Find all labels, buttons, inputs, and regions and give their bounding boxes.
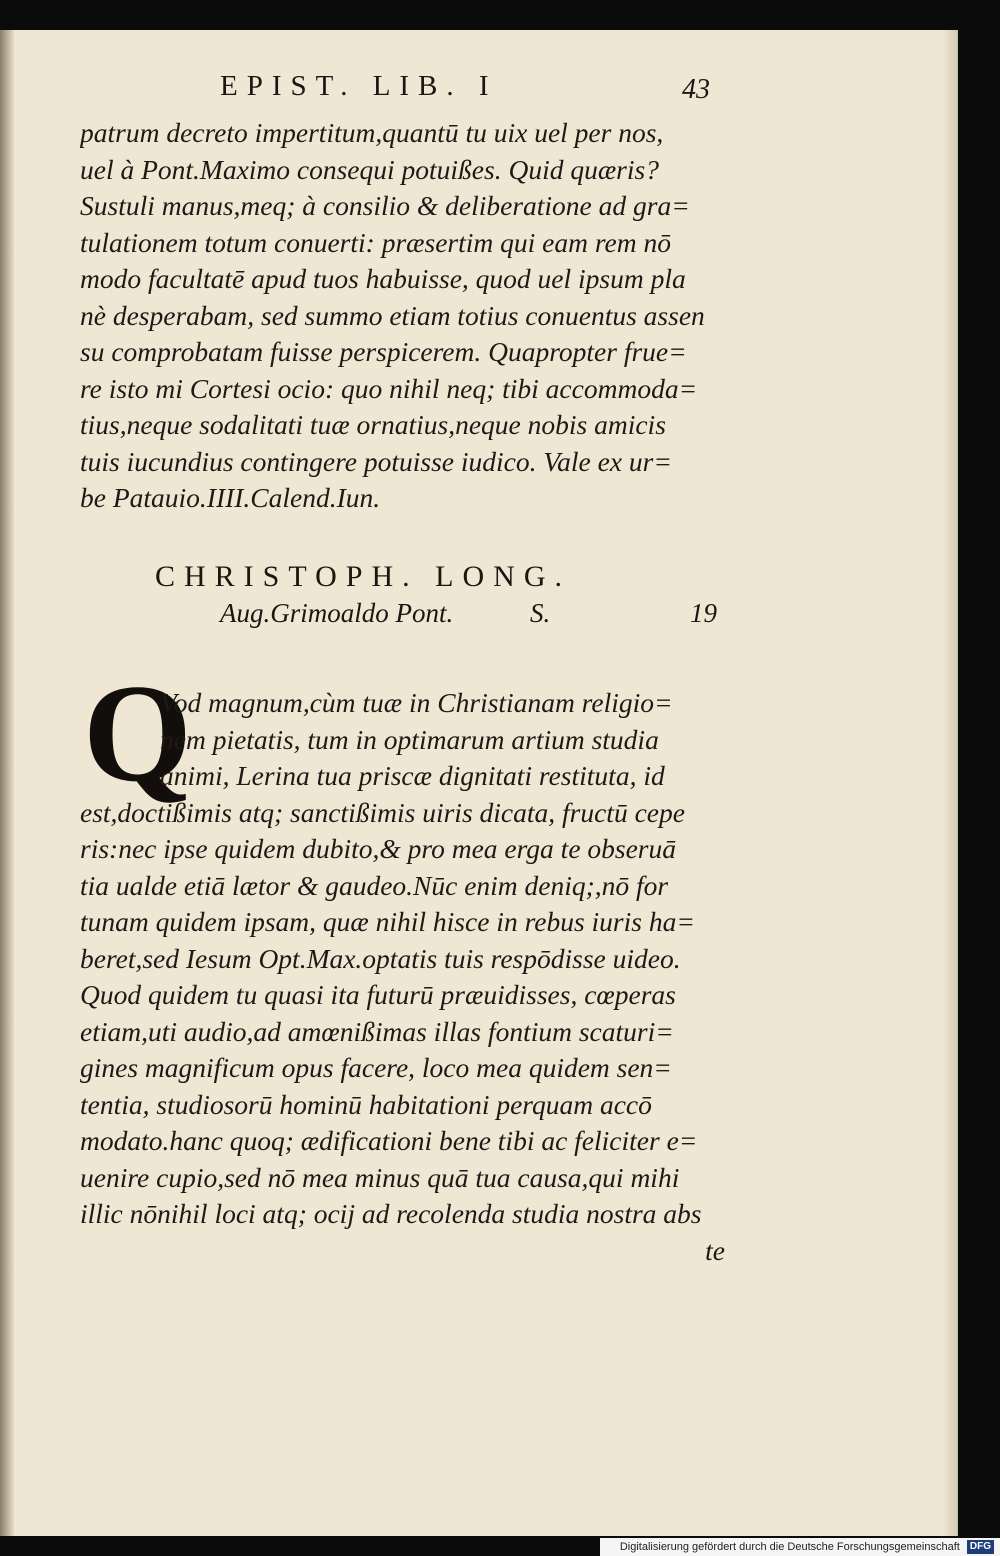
text-line: illic nōnihil loci atq; ocij ad recolenda studia nostra abs: [80, 1198, 702, 1229]
addressee-name: Aug.Grimoaldo Pont.: [220, 598, 454, 628]
text-line: gines magnificum opus facere, loco mea quidem sen=: [80, 1052, 672, 1083]
credit-text: Digitalisierung gefördert durch die Deutsche Forschungsgemeinschaft: [619, 1541, 960, 1553]
text-line: be Patauio.IIII.Calend.Iun.: [80, 482, 381, 513]
text-line: tia ualde etiā lætor & gaudeo.Nūc enim deniq;,nō for: [80, 869, 669, 901]
page-edge: [943, 30, 957, 1536]
text-line: tentia, studiosorū hominū habitationi perquam accō: [80, 1088, 652, 1120]
text-line: tius,neque sodalitati tuæ ornatius,neque nobis amicis: [80, 409, 666, 440]
text-line: Sustuli manus,meq; à consilio & deliberatione ad gra=: [80, 190, 690, 221]
text-line: patrum decreto impertitum,quantū tu uix uel per nos,: [80, 117, 664, 148]
text-line: tulationem totum conuerti: præsertim qui eam rem nō: [80, 226, 671, 258]
letter-text-previous: [80, 115, 725, 517]
text-line: Vod magnum,cùm tuæ in Christianam religio=: [160, 687, 673, 718]
text-line: su comprobatam fuisse perspicerem. Quapropter frue=: [80, 336, 687, 367]
page-header: [220, 70, 710, 106]
text-line: tuis iucundius contingere potuisse iudico. Vale ex ur=: [80, 445, 672, 477]
text-line: est,doctißimis atq; sanctißimis uiris dicata, fructū cepe: [80, 796, 685, 828]
text-line: nem pietatis, tum in optimarum artium studia: [160, 723, 659, 755]
salutem-abbrev: S.: [530, 598, 551, 628]
spine-shadow: [0, 30, 14, 1536]
letter-number: 19: [690, 598, 717, 628]
catchword: te: [705, 1234, 725, 1266]
text-line: nè desperabam, sed summo etiam totius conuentus assen: [80, 299, 705, 331]
text-line: tunam quidem ipsam, quæ nihil hisce in rebus iuris ha=: [80, 906, 695, 937]
dfg-logo: DFG: [967, 1540, 994, 1554]
text-line: modato.hanc quoq; ædificationi bene tibi ac feliciter e=: [80, 1125, 698, 1156]
text-line: animi, Lerina tua priscæ dignitati restituta, id: [160, 760, 665, 791]
digitization-credit: [600, 1538, 1000, 1556]
text-line: beret,sed Iesum Opt.Max.optatis tuis respōdisse uideo.: [80, 942, 681, 974]
text-line: uenire cupio,sed nō mea minus quā tua causa,qui mihi: [80, 1161, 680, 1193]
text-line: uel à Pont.Maximo consequi potuißes. Quid quæris?: [80, 153, 659, 185]
text-line: ris:nec ipse quidem dubito,& pro mea erga te obseruā: [80, 833, 677, 864]
letter-text: [80, 685, 725, 1269]
text-line: Quod quidem tu quasi ita futurū præuidisses, cœperas: [80, 979, 676, 1010]
drop-cap-initial: Q: [83, 656, 192, 811]
text-line: etiam,uti audio,ad amœnißimas illas fontium scaturi=: [80, 1015, 674, 1047]
text-line: re isto mi Cortesi ocio: quo nihil neq; tibi accommoda=: [80, 372, 698, 404]
page-number: 43: [682, 74, 710, 105]
text-line: modo facultatē apud tuos habuisse, quod uel ipsum pla: [80, 263, 686, 294]
letter-heading: CHRISTOPH. LONG.: [155, 560, 571, 593]
running-head: EPIST. LIB. I: [220, 70, 498, 102]
letter-addressee: [220, 598, 717, 636]
